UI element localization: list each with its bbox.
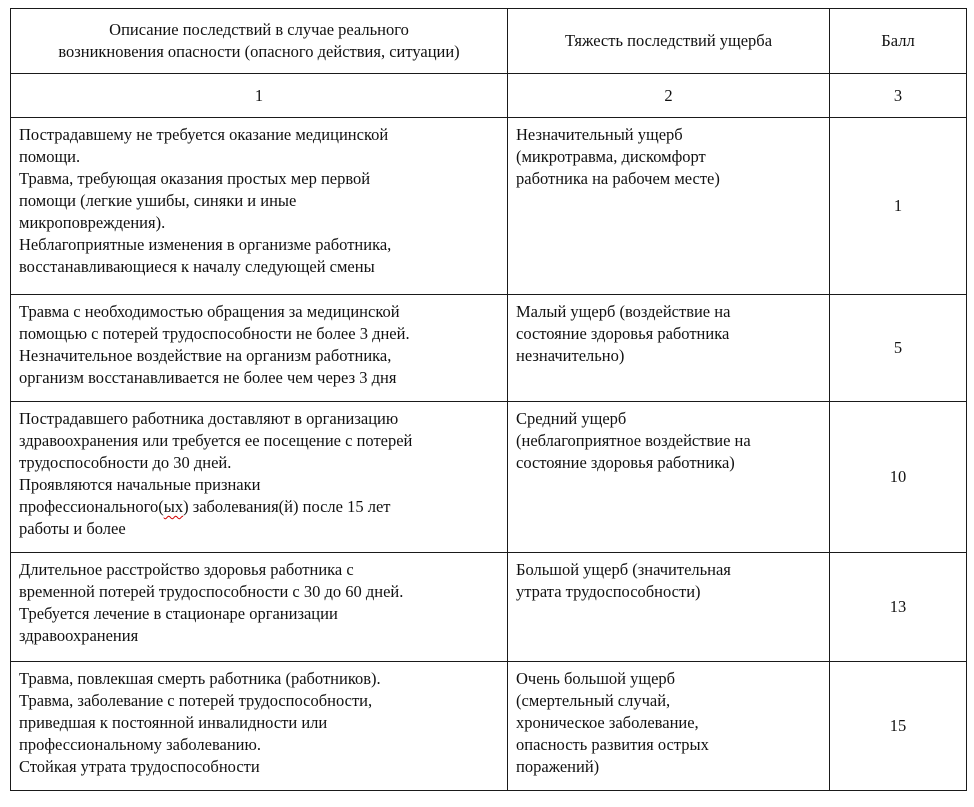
header-description-line: Описание последствий в случае реального: [109, 20, 409, 39]
description-cell: [11, 662, 508, 791]
table-row: [11, 295, 967, 402]
severity-cell: [508, 295, 830, 402]
description-line: помощи (легкие ушибы, синяки и иные: [19, 191, 297, 210]
score-cell: 10: [830, 402, 967, 553]
severity-line: состояние здоровья работника): [516, 453, 735, 472]
description-line-part: профессионального(: [19, 497, 164, 516]
column-number: 2: [508, 74, 830, 118]
description-line: Травма, требующая оказания простых мер первой: [19, 169, 371, 188]
score-cell: 5: [830, 295, 967, 402]
header-description: [11, 9, 508, 74]
table-header-row: [11, 9, 967, 74]
header-description-line: возникновения опасности (опасного действия, ситуации): [58, 42, 460, 61]
severity-line: опасность развития острых: [516, 735, 709, 754]
severity-table-container: [10, 8, 966, 791]
description-line: Стойкая утрата трудоспособности: [19, 757, 260, 776]
description-line: трудоспособности до 30 дней.: [19, 453, 232, 472]
description-line: приведшая к постоянной инвалидности или: [19, 713, 328, 732]
severity-table: [10, 8, 967, 791]
severity-line: работника на рабочем месте): [516, 169, 720, 188]
severity-line: незначительно): [516, 346, 625, 365]
table-row: [11, 553, 967, 662]
severity-line: хроническое заболевание,: [516, 713, 699, 732]
description-line: организм восстанавливается не более чем через 3 дня: [19, 368, 397, 387]
description-line: здравоохранения: [19, 626, 139, 645]
description-line: Пострадавшему не требуется оказание медицинской: [19, 125, 389, 144]
description-line: помощи.: [19, 147, 81, 166]
score-cell: 13: [830, 553, 967, 662]
description-line: здравоохранения или требуется ее посещение с потерей: [19, 431, 413, 450]
description-line-part: ) заболевания(й) после 15 лет: [183, 497, 391, 516]
severity-cell: [508, 118, 830, 295]
severity-line: (неблагоприятное воздействие на: [516, 431, 751, 450]
description-line: Травма с необходимостью обращения за медицинской: [19, 302, 400, 321]
description-line: микроповреждения).: [19, 213, 166, 232]
column-number: 3: [830, 74, 967, 118]
header-severity: Тяжесть последствий ущерба: [508, 9, 830, 74]
description-line: Пострадавшего работника доставляют в организацию: [19, 409, 399, 428]
column-number: 1: [11, 74, 508, 118]
score-cell: 15: [830, 662, 967, 791]
description-line: профессиональному заболеванию.: [19, 735, 261, 754]
description-cell: [11, 118, 508, 295]
description-cell: [11, 402, 508, 553]
severity-line: поражений): [516, 757, 600, 776]
severity-line: Очень большой ущерб: [516, 669, 676, 688]
column-number-row: [11, 74, 967, 118]
severity-line: Незначительный ущерб: [516, 125, 683, 144]
severity-line: Малый ущерб (воздействие на: [516, 302, 731, 321]
description-line: [19, 496, 499, 518]
severity-line: утрата трудоспособности): [516, 582, 701, 601]
severity-line: состояние здоровья работника: [516, 324, 730, 343]
description-line: Травма, заболевание с потерей трудоспособности,: [19, 691, 373, 710]
description-line: Незначительное воздействие на организм работника,: [19, 346, 392, 365]
description-cell: [11, 295, 508, 402]
description-cell: [11, 553, 508, 662]
severity-cell: [508, 662, 830, 791]
severity-line: (микротравма, дискомфорт: [516, 147, 706, 166]
score-cell: 1: [830, 118, 967, 295]
severity-cell: [508, 553, 830, 662]
description-line: Травма, повлекшая смерть работника (работников).: [19, 669, 381, 688]
description-line: работы и более: [19, 519, 126, 538]
description-line: Неблагоприятные изменения в организме работника,: [19, 235, 392, 254]
spellcheck-marked-text: ых: [163, 497, 184, 516]
description-line: восстанавливающиеся к началу следующей смены: [19, 257, 375, 276]
description-line: помощью с потерей трудоспособности не более 3 дней.: [19, 324, 410, 343]
table-row: [11, 402, 967, 553]
header-score: Балл: [830, 9, 967, 74]
description-line: Длительное расстройство здоровья работника с: [19, 560, 354, 579]
severity-cell: [508, 402, 830, 553]
severity-line: Средний ущерб: [516, 409, 627, 428]
description-line: Проявляются начальные признаки: [19, 475, 261, 494]
description-line: временной потерей трудоспособности с 30 до 60 дней.: [19, 582, 404, 601]
table-row: [11, 662, 967, 791]
table-row: [11, 118, 967, 295]
severity-line: (смертельный случай,: [516, 691, 671, 710]
severity-line: Большой ущерб (значительная: [516, 560, 731, 579]
description-line: Требуется лечение в стационаре организации: [19, 604, 338, 623]
